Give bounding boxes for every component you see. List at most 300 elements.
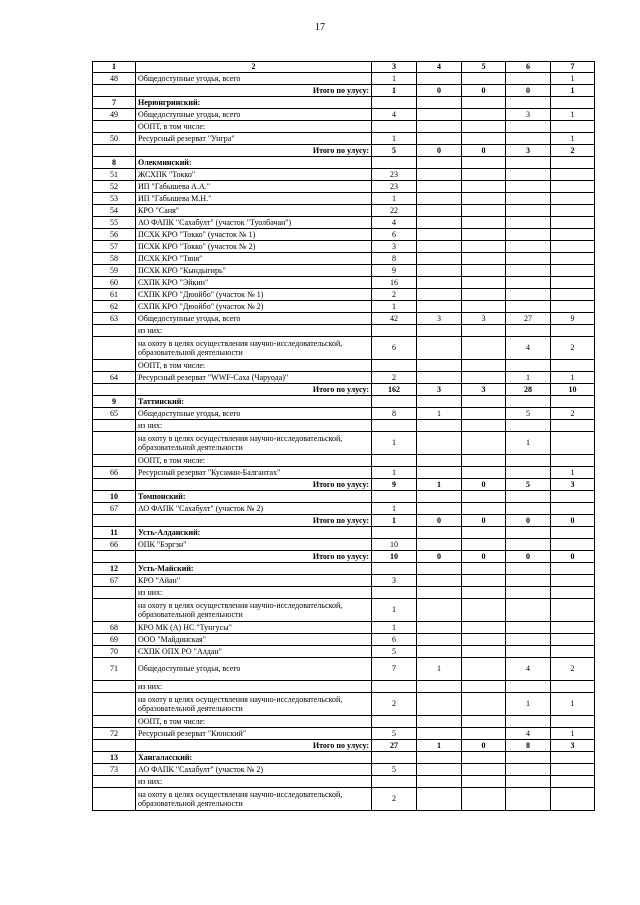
row-number: [93, 432, 136, 455]
total-value: 1: [551, 85, 595, 97]
row-value: [462, 764, 506, 776]
row-number: 62: [93, 301, 136, 313]
empty-cell: [417, 527, 462, 539]
total-value: 3: [551, 479, 595, 491]
empty-cell: [417, 97, 462, 109]
row-value: [506, 776, 551, 788]
table-row: [93, 169, 595, 181]
row-description: Общедоступные угодья, всего: [136, 73, 372, 85]
row-description: Общедоступные угодья, всего: [136, 658, 372, 681]
row-value: 2: [551, 337, 595, 360]
row-value: [372, 587, 417, 599]
row-value: [462, 587, 506, 599]
row-value: [462, 181, 506, 193]
row-value: 1: [506, 432, 551, 455]
section-number: 13: [93, 752, 136, 764]
row-value: [551, 289, 595, 301]
row-description: ОПК "Бэргэн": [136, 539, 372, 551]
section-title: Хангаласский:: [136, 752, 372, 764]
empty-cell: [462, 396, 506, 408]
row-value: [551, 575, 595, 587]
row-description: Общедоступные угодья, всего: [136, 313, 372, 325]
empty-cell: [551, 157, 595, 169]
row-description: ПСХК КРО "Токко" (участок № 2): [136, 241, 372, 253]
table-row: [93, 360, 595, 372]
table-row: [93, 193, 595, 205]
row-value: [417, 121, 462, 133]
total-row: [93, 85, 595, 97]
row-value: [462, 646, 506, 658]
row-value: [506, 575, 551, 587]
row-number: 52: [93, 181, 136, 193]
row-value: [506, 289, 551, 301]
table-row: [93, 646, 595, 658]
row-value: [551, 764, 595, 776]
section-number: 10: [93, 491, 136, 503]
row-value: [462, 634, 506, 646]
row-value: [417, 455, 462, 467]
row-value: 6: [372, 229, 417, 241]
total-value: 0: [462, 740, 506, 752]
total-label: Итого по улусу:: [136, 551, 372, 563]
row-value: [506, 467, 551, 479]
row-number: 69: [93, 634, 136, 646]
section-number: 9: [93, 396, 136, 408]
row-description: на охоту в целях осуществления научно-исследовательской, образовательной деятельности: [136, 599, 372, 622]
row-number: 65: [93, 408, 136, 420]
row-number: 72: [93, 728, 136, 740]
row-value: [417, 301, 462, 313]
row-description: АО ФАПК "Сахабулт" (участок № 2): [136, 764, 372, 776]
empty-cell: [551, 527, 595, 539]
total-value: 9: [372, 479, 417, 491]
row-number: [93, 360, 136, 372]
table-row: [93, 181, 595, 193]
row-value: [506, 681, 551, 693]
table-row: [93, 337, 595, 360]
empty-cell: [93, 85, 136, 97]
table-row: [93, 587, 595, 599]
row-value: 3: [506, 109, 551, 121]
row-value: [417, 181, 462, 193]
row-value: [551, 599, 595, 622]
row-value: [506, 205, 551, 217]
row-value: [551, 420, 595, 432]
row-value: [551, 622, 595, 634]
row-value: [551, 539, 595, 551]
empty-cell: [462, 752, 506, 764]
empty-cell: [417, 157, 462, 169]
total-value: 0: [551, 551, 595, 563]
row-description: ПСХК КРО "Кындыгирь": [136, 265, 372, 277]
total-value: 0: [462, 551, 506, 563]
empty-cell: [93, 551, 136, 563]
row-value: [506, 455, 551, 467]
row-value: [462, 599, 506, 622]
section-row: [93, 97, 595, 109]
row-value: [551, 455, 595, 467]
row-value: [417, 776, 462, 788]
row-value: [372, 325, 417, 337]
row-value: 4: [372, 109, 417, 121]
total-value: 27: [372, 740, 417, 752]
table-row: [93, 265, 595, 277]
row-value: 1: [417, 658, 462, 681]
row-value: [417, 646, 462, 658]
row-value: [462, 277, 506, 289]
row-value: [551, 587, 595, 599]
row-value: [417, 265, 462, 277]
total-value: 28: [506, 384, 551, 396]
row-value: [372, 121, 417, 133]
row-value: [417, 241, 462, 253]
row-number: 55: [93, 217, 136, 229]
table-row: [93, 229, 595, 241]
table-row: [93, 241, 595, 253]
row-description: СХПК КРО "Дюойбо" (участок № 1): [136, 289, 372, 301]
row-value: 3: [372, 575, 417, 587]
row-value: [417, 575, 462, 587]
row-value: 4: [372, 217, 417, 229]
total-value: 0: [506, 85, 551, 97]
table-row: [93, 539, 595, 551]
row-value: [551, 193, 595, 205]
total-label: Итого по улусу:: [136, 740, 372, 752]
row-value: 2: [372, 693, 417, 716]
row-value: [417, 788, 462, 811]
row-value: 4: [506, 728, 551, 740]
total-value: 2: [551, 145, 595, 157]
row-value: 1: [551, 467, 595, 479]
row-value: [551, 229, 595, 241]
row-number: 49: [93, 109, 136, 121]
row-value: [506, 253, 551, 265]
row-value: 1: [372, 503, 417, 515]
header-cell: 2: [136, 62, 372, 73]
table-row: [93, 728, 595, 740]
total-row: [93, 740, 595, 752]
total-value: 0: [506, 515, 551, 527]
total-value: 0: [462, 479, 506, 491]
row-number: [93, 693, 136, 716]
empty-cell: [462, 563, 506, 575]
row-description: ООПТ, в том числе:: [136, 360, 372, 372]
row-value: 1: [506, 693, 551, 716]
row-number: 59: [93, 265, 136, 277]
table-row: [93, 503, 595, 515]
total-row: [93, 551, 595, 563]
section-number: 8: [93, 157, 136, 169]
row-value: [506, 193, 551, 205]
row-value: 4: [506, 337, 551, 360]
row-value: [417, 109, 462, 121]
section-title: Нерюнгринский:: [136, 97, 372, 109]
row-value: [417, 634, 462, 646]
row-value: 1: [372, 301, 417, 313]
row-value: [417, 587, 462, 599]
empty-cell: [506, 527, 551, 539]
row-value: 2: [372, 372, 417, 384]
row-value: [417, 716, 462, 728]
row-value: [462, 539, 506, 551]
row-value: [506, 217, 551, 229]
row-value: [462, 467, 506, 479]
row-value: [462, 622, 506, 634]
table-row: [93, 73, 595, 85]
row-description: из них:: [136, 776, 372, 788]
total-row: [93, 479, 595, 491]
row-value: [551, 205, 595, 217]
row-value: [462, 716, 506, 728]
row-value: 5: [372, 728, 417, 740]
row-value: 23: [372, 169, 417, 181]
table-row: [93, 467, 595, 479]
section-number: 11: [93, 527, 136, 539]
row-value: [551, 265, 595, 277]
table-row: [93, 634, 595, 646]
row-number: 66: [93, 539, 136, 551]
section-row: [93, 752, 595, 764]
row-value: [506, 169, 551, 181]
row-value: [417, 337, 462, 360]
section-row: [93, 527, 595, 539]
row-value: 1: [372, 599, 417, 622]
empty-cell: [551, 396, 595, 408]
row-value: [417, 205, 462, 217]
row-value: [551, 776, 595, 788]
table-row: [93, 658, 595, 681]
row-value: [417, 169, 462, 181]
row-value: 7: [372, 658, 417, 681]
empty-cell: [93, 740, 136, 752]
row-value: [417, 599, 462, 622]
empty-cell: [551, 491, 595, 503]
header-cell: 3: [372, 62, 417, 73]
total-value: 0: [462, 145, 506, 157]
table-row: [93, 420, 595, 432]
row-value: [506, 646, 551, 658]
row-value: [506, 503, 551, 515]
header-cell: 4: [417, 62, 462, 73]
row-value: 2: [551, 658, 595, 681]
empty-cell: [462, 157, 506, 169]
row-value: 1: [551, 133, 595, 145]
row-description: Общедоступные угодья, всего: [136, 408, 372, 420]
section-row: [93, 563, 595, 575]
row-value: 1: [551, 372, 595, 384]
row-description: ИП "Габышева А.А.": [136, 181, 372, 193]
row-description: Ресурсный резерват "Кусаман-Балгантах": [136, 467, 372, 479]
total-value: 5: [372, 145, 417, 157]
row-value: 1: [417, 408, 462, 420]
header-cell: 5: [462, 62, 506, 73]
row-value: 1: [551, 109, 595, 121]
row-number: [93, 587, 136, 599]
row-value: 1: [372, 193, 417, 205]
row-value: [417, 193, 462, 205]
row-value: [506, 360, 551, 372]
row-value: 1: [506, 372, 551, 384]
row-number: 73: [93, 764, 136, 776]
row-value: [551, 121, 595, 133]
row-value: [417, 539, 462, 551]
row-description: Ресурсный резерват "WWF-Саха (Чаруода)": [136, 372, 372, 384]
row-value: 6: [372, 634, 417, 646]
header-cell: 7: [551, 62, 595, 73]
empty-cell: [462, 527, 506, 539]
row-value: [462, 372, 506, 384]
row-value: [506, 539, 551, 551]
row-value: 27: [506, 313, 551, 325]
total-value: 0: [462, 515, 506, 527]
row-number: 67: [93, 503, 136, 515]
total-value: 0: [462, 85, 506, 97]
row-number: 67: [93, 575, 136, 587]
empty-cell: [506, 563, 551, 575]
row-number: 60: [93, 277, 136, 289]
row-description: на охоту в целях осуществления научно-исследовательской, образовательной деятельности: [136, 788, 372, 811]
row-description: ПСХК КРО "Тяня": [136, 253, 372, 265]
empty-cell: [551, 563, 595, 575]
table-row: [93, 622, 595, 634]
row-value: [417, 372, 462, 384]
row-value: [372, 716, 417, 728]
row-value: 1: [372, 467, 417, 479]
empty-cell: [372, 97, 417, 109]
total-value: 1: [372, 85, 417, 97]
row-value: [506, 622, 551, 634]
total-label: Итого по улусу:: [136, 479, 372, 491]
row-value: [417, 229, 462, 241]
total-value: 5: [506, 479, 551, 491]
table-row: [93, 372, 595, 384]
row-value: [462, 337, 506, 360]
empty-cell: [506, 157, 551, 169]
row-value: [462, 360, 506, 372]
row-value: [551, 681, 595, 693]
row-value: [506, 634, 551, 646]
empty-cell: [462, 97, 506, 109]
row-value: [462, 776, 506, 788]
row-value: [462, 241, 506, 253]
row-value: [506, 325, 551, 337]
row-value: [506, 229, 551, 241]
row-value: [462, 133, 506, 145]
row-value: 22: [372, 205, 417, 217]
table-row: [93, 681, 595, 693]
row-value: [506, 121, 551, 133]
section-row: [93, 396, 595, 408]
row-value: [462, 432, 506, 455]
empty-cell: [417, 491, 462, 503]
row-number: 66: [93, 467, 136, 479]
row-number: 48: [93, 73, 136, 85]
row-value: [417, 693, 462, 716]
row-description: ПСХК КРО "Токко" (участок № 1): [136, 229, 372, 241]
empty-cell: [417, 752, 462, 764]
row-value: [462, 193, 506, 205]
empty-cell: [506, 396, 551, 408]
table-row: [93, 289, 595, 301]
empty-cell: [506, 752, 551, 764]
table-row: [93, 217, 595, 229]
row-value: [462, 229, 506, 241]
row-value: [551, 241, 595, 253]
total-value: 10: [551, 384, 595, 396]
row-number: [93, 599, 136, 622]
row-description: ООПТ, в том числе:: [136, 455, 372, 467]
total-row: [93, 145, 595, 157]
row-value: [462, 455, 506, 467]
total-value: 3: [462, 384, 506, 396]
row-value: [506, 73, 551, 85]
table-row: [93, 575, 595, 587]
row-description: ЖСХПК "Токко": [136, 169, 372, 181]
section-title: Усть-Алданский:: [136, 527, 372, 539]
row-value: [372, 420, 417, 432]
empty-cell: [551, 97, 595, 109]
total-label: Итого по улусу:: [136, 384, 372, 396]
empty-cell: [417, 563, 462, 575]
row-value: [417, 622, 462, 634]
empty-cell: [506, 97, 551, 109]
row-number: [93, 776, 136, 788]
row-value: [372, 360, 417, 372]
table-row: [93, 301, 595, 313]
row-value: [462, 301, 506, 313]
table-row: [93, 776, 595, 788]
total-value: 8: [506, 740, 551, 752]
row-value: [417, 467, 462, 479]
row-number: 71: [93, 658, 136, 681]
row-value: [506, 788, 551, 811]
total-value: 0: [506, 551, 551, 563]
row-value: 6: [372, 337, 417, 360]
row-value: [551, 181, 595, 193]
row-value: [417, 73, 462, 85]
row-description: из них:: [136, 587, 372, 599]
section-row: [93, 157, 595, 169]
row-value: 3: [372, 241, 417, 253]
total-value: 3: [417, 384, 462, 396]
empty-cell: [93, 145, 136, 157]
row-value: 4: [506, 658, 551, 681]
row-value: [417, 764, 462, 776]
row-value: 8: [372, 253, 417, 265]
empty-cell: [462, 491, 506, 503]
row-value: [462, 253, 506, 265]
row-value: [551, 325, 595, 337]
row-number: 61: [93, 289, 136, 301]
table-row: [93, 205, 595, 217]
row-number: [93, 337, 136, 360]
row-number: 50: [93, 133, 136, 145]
table-row: [93, 599, 595, 622]
row-number: [93, 325, 136, 337]
total-label: Итого по улусу:: [136, 145, 372, 157]
row-value: [506, 587, 551, 599]
row-value: 1: [551, 728, 595, 740]
total-value: 0: [417, 145, 462, 157]
row-description: АО ФАПК "Сахабулт" (участок № 2): [136, 503, 372, 515]
row-value: [417, 277, 462, 289]
row-value: 9: [551, 313, 595, 325]
row-value: 5: [506, 408, 551, 420]
row-value: [462, 728, 506, 740]
section-title: Таттинский:: [136, 396, 372, 408]
row-number: 57: [93, 241, 136, 253]
row-value: 5: [372, 764, 417, 776]
